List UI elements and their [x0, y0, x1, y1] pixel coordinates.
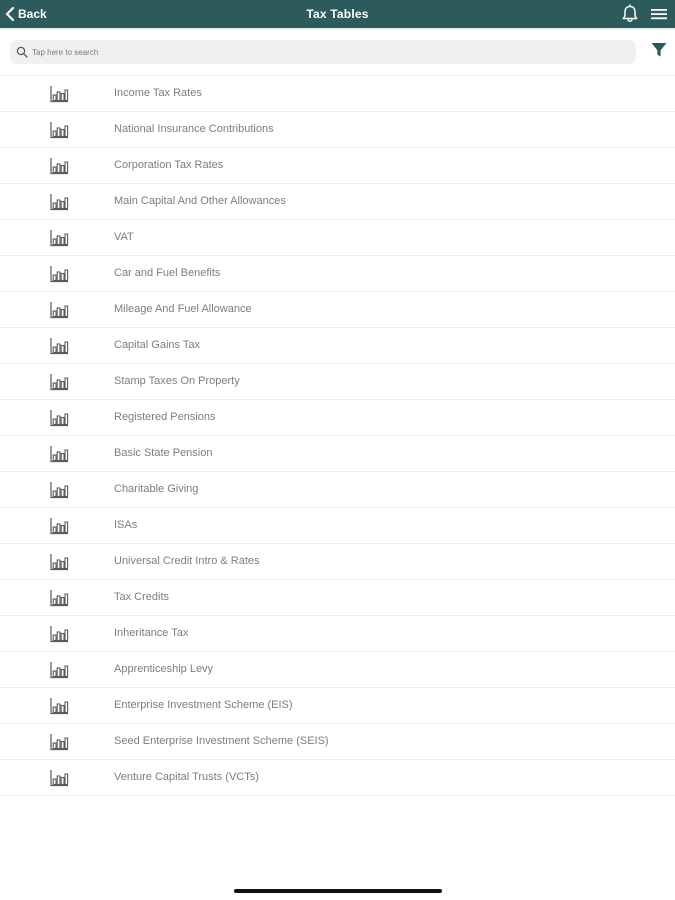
tax-tables-list	[0, 75, 675, 796]
bar-chart-icon	[49, 481, 69, 499]
list-item-label: Corporation Tax Rates	[114, 159, 224, 171]
list-item[interactable]	[0, 688, 675, 724]
list-item-label: Stamp Taxes On Property	[114, 375, 240, 387]
list-item-label: Basic State Pension	[114, 447, 213, 459]
bar-chart-icon	[49, 733, 69, 751]
bar-chart-icon	[49, 121, 69, 139]
bar-chart-icon	[49, 265, 69, 283]
back-button[interactable]	[4, 0, 47, 28]
list-item[interactable]	[0, 112, 675, 148]
list-item[interactable]	[0, 436, 675, 472]
page-title: Tax Tables	[306, 7, 369, 21]
list-item[interactable]	[0, 616, 675, 652]
list-item[interactable]	[0, 652, 675, 688]
list-item-label: Venture Capital Trusts (VCTs)	[114, 771, 259, 783]
list-item-label: Tax Credits	[114, 591, 170, 603]
bar-chart-icon	[49, 193, 69, 211]
list-item[interactable]	[0, 75, 675, 112]
list-item[interactable]	[0, 472, 675, 508]
list-item-label: Registered Pensions	[114, 411, 216, 423]
back-label: Back	[18, 7, 47, 21]
list-item[interactable]	[0, 328, 675, 364]
bar-chart-icon	[49, 301, 69, 319]
list-item-label: Car and Fuel Benefits	[114, 267, 221, 279]
bar-chart-icon	[49, 517, 69, 535]
list-item-label: Inheritance Tax	[114, 627, 189, 639]
bar-chart-icon	[49, 337, 69, 355]
search-input[interactable]	[32, 43, 622, 61]
list-item[interactable]	[0, 760, 675, 796]
list-item-label: Apprenticeship Levy	[114, 663, 214, 675]
hamburger-menu-icon[interactable]	[650, 6, 668, 22]
bar-chart-icon	[49, 589, 69, 607]
filter-icon[interactable]	[650, 41, 668, 59]
list-item-label: Charitable Giving	[114, 483, 199, 495]
bar-chart-icon	[49, 625, 69, 643]
search-row	[0, 38, 675, 66]
bar-chart-icon	[49, 85, 69, 103]
bar-chart-icon	[49, 553, 69, 571]
list-item-label: Mileage And Fuel Allowance	[114, 303, 252, 315]
list-item[interactable]	[0, 544, 675, 580]
list-item-label: National Insurance Contributions	[114, 123, 274, 135]
list-item[interactable]	[0, 400, 675, 436]
list-item[interactable]	[0, 292, 675, 328]
list-item-label: Income Tax Rates	[114, 87, 202, 99]
list-item[interactable]	[0, 508, 675, 544]
list-item[interactable]	[0, 256, 675, 292]
home-indicator	[234, 889, 442, 893]
chevron-left-icon	[4, 7, 16, 21]
bar-chart-icon	[49, 445, 69, 463]
list-item[interactable]	[0, 724, 675, 760]
list-item[interactable]	[0, 148, 675, 184]
bar-chart-icon	[49, 661, 69, 679]
list-item-label: Capital Gains Tax	[114, 339, 201, 351]
bar-chart-icon	[49, 157, 69, 175]
search-icon	[16, 46, 28, 58]
list-item[interactable]	[0, 364, 675, 400]
list-item[interactable]	[0, 184, 675, 220]
list-item-label: Universal Credit Intro & Rates	[114, 555, 260, 567]
bell-icon[interactable]	[620, 4, 640, 24]
bar-chart-icon	[49, 373, 69, 391]
list-item[interactable]	[0, 580, 675, 616]
list-item-label: Main Capital And Other Allowances	[114, 195, 286, 207]
list-item-label: Enterprise Investment Scheme (EIS)	[114, 699, 293, 711]
top-nav-bar	[0, 0, 675, 30]
bar-chart-icon	[49, 697, 69, 715]
list-item-label: VAT	[114, 231, 134, 243]
list-item-label: ISAs	[114, 519, 138, 531]
search-bar[interactable]	[10, 40, 636, 64]
bar-chart-icon	[49, 769, 69, 787]
list-item-label: Seed Enterprise Investment Scheme (SEIS)	[114, 735, 329, 747]
bar-chart-icon	[49, 409, 69, 427]
bar-chart-icon	[49, 229, 69, 247]
list-item[interactable]	[0, 220, 675, 256]
